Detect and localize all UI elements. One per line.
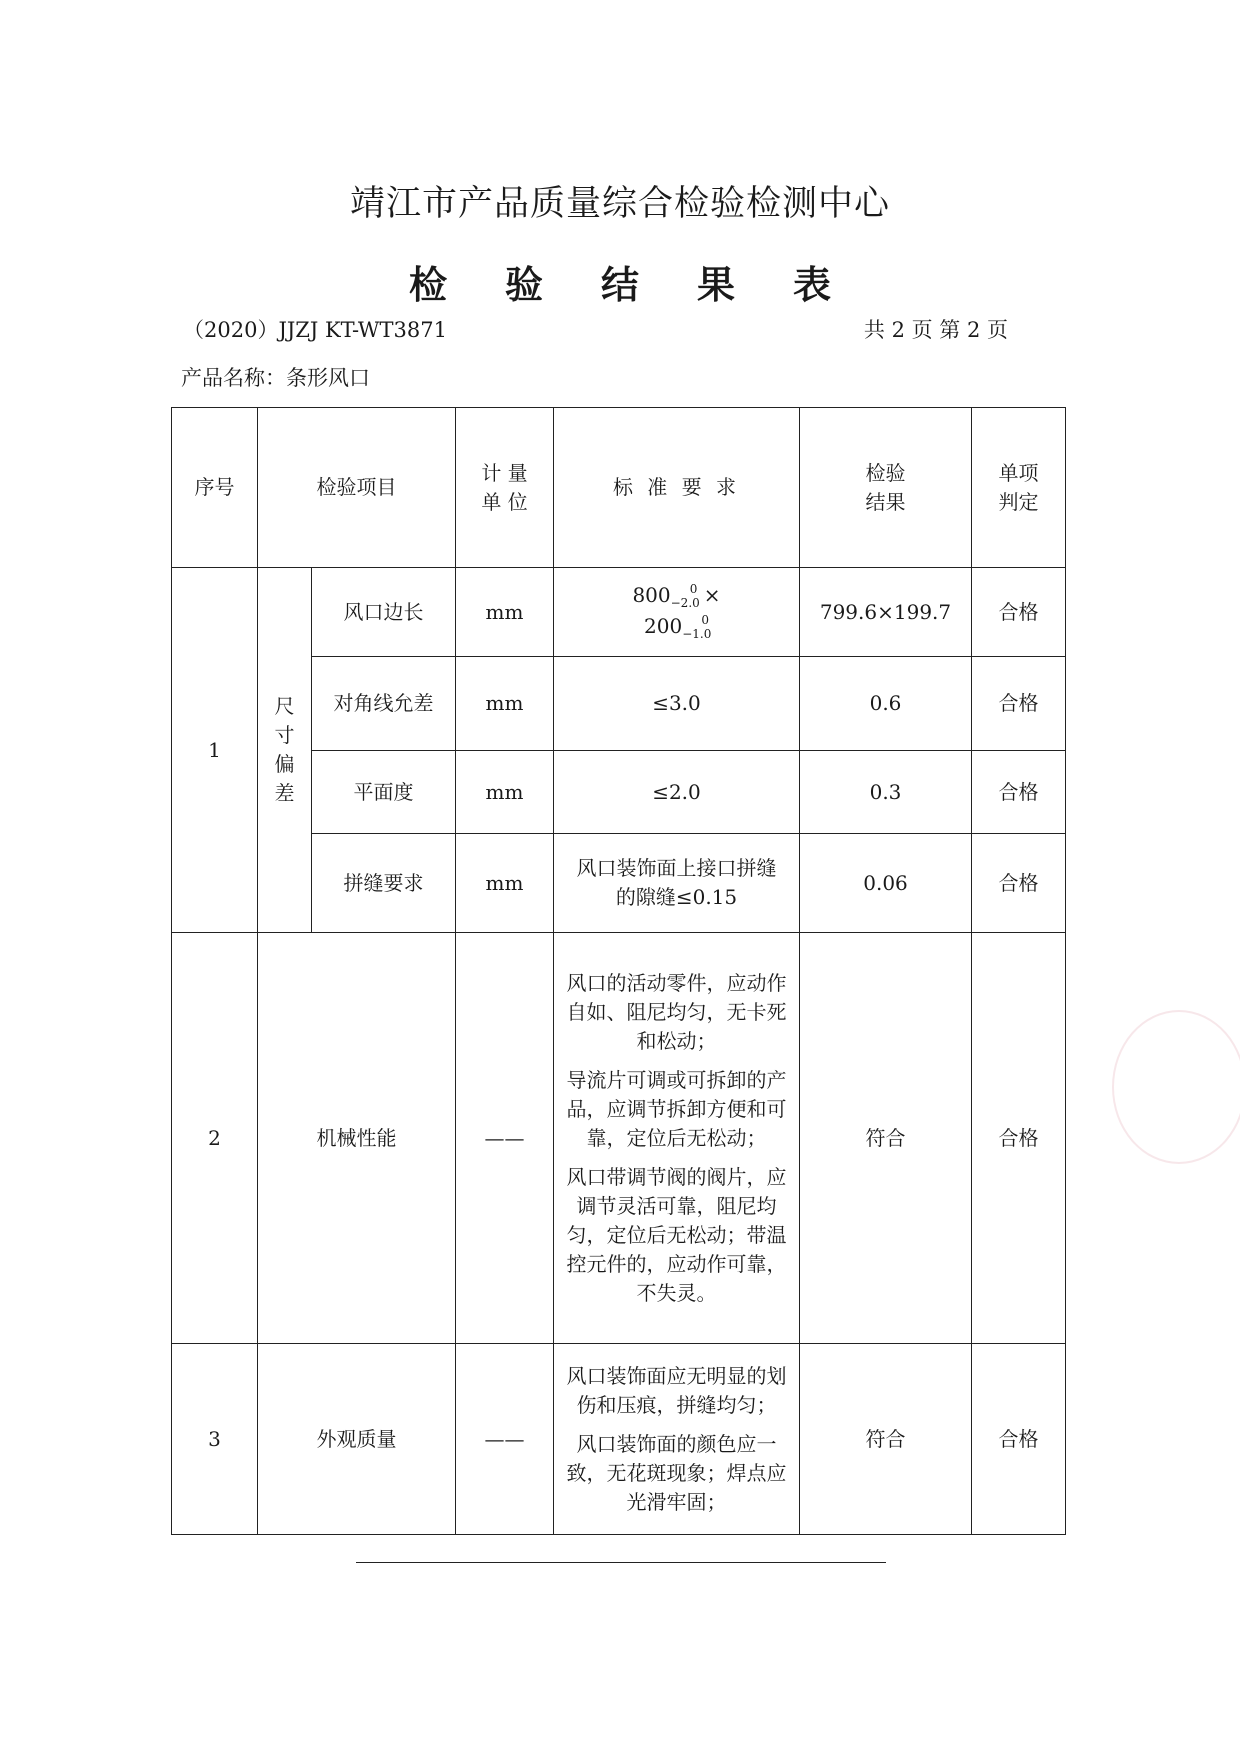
table-row [172, 1344, 1066, 1535]
row3-item: 外观质量 [258, 1344, 456, 1535]
header-unit-line2: 单 位 [481, 489, 528, 514]
row1a-judgement: 合格 [972, 568, 1066, 657]
row1a-unit: mm [456, 568, 554, 657]
row1c-result: 0.3 [800, 751, 972, 834]
row1b-standard: ≤3.0 [554, 657, 800, 751]
dim-b-lower: −1.0 [682, 627, 712, 641]
header-item: 检验项目 [258, 408, 456, 568]
row2-unit: —— [456, 933, 554, 1344]
page-info: 共 2 页 第 2 页 [863, 318, 1008, 342]
row3-standard [554, 1344, 800, 1535]
dim-a-lower: −2.0 [670, 595, 700, 610]
row1d-standard-line1: 风口装饰面上接口拼缝 [576, 856, 777, 880]
table-row [172, 568, 1066, 657]
row1d-standard-line2: 的隙缝≤0.15 [615, 885, 738, 909]
row3-judgement: 合格 [972, 1344, 1066, 1535]
row1-group-char: 偏 [274, 752, 295, 776]
inspection-results-table [171, 407, 1066, 1535]
row3-result: 符合 [800, 1344, 972, 1535]
row1d-unit: mm [456, 834, 554, 933]
header-judgement-line1: 单项 [998, 460, 1039, 485]
standard-paragraph: 风口带调节阀的阀片，应调节灵活可靠，阻尼均匀，定位后无松动；带温控元件的，应动作可靠，不失灵。 [566, 1164, 787, 1305]
row1c-item: 平面度 [312, 751, 456, 834]
organization-title: 靖江市产品质量综合检验检测中心 [349, 184, 890, 224]
product-name: 产品名称：条形风口 [181, 366, 370, 390]
dim-b-upper: 0 [701, 613, 709, 627]
row1c-unit: mm [456, 751, 554, 834]
dim-a-upper: 0 [689, 581, 698, 596]
row1-group [258, 568, 312, 933]
row1b-result: 0.6 [800, 657, 972, 751]
row2-judgement: 合格 [972, 933, 1066, 1344]
header-result-line2: 结果 [865, 489, 906, 514]
header-no: 序号 [172, 408, 258, 568]
row3-no: 3 [172, 1344, 258, 1535]
dim-a: 800 [632, 582, 671, 607]
row1a-result: 799.6×199.7 [800, 568, 972, 657]
row1b-unit: mm [456, 657, 554, 751]
table-row [172, 933, 1066, 1344]
row1d-result: 0.06 [800, 834, 972, 933]
faint-seal-stamp [1112, 1010, 1240, 1164]
table-header-row [172, 408, 1066, 568]
dim-times: × [703, 582, 721, 607]
row1d-item: 拼缝要求 [312, 834, 456, 933]
row1d-standard [554, 834, 800, 933]
row1b-judgement: 合格 [972, 657, 1066, 751]
row1b-item: 对角线允差 [312, 657, 456, 751]
header-judgement [972, 408, 1066, 568]
row3-unit: —— [456, 1344, 554, 1535]
header-result [800, 408, 972, 568]
standard-paragraph: 导流片可调或可拆卸的产品，应调节拆卸方便和可靠，定位后无松动； [566, 1067, 787, 1150]
standard-paragraph: 风口的活动零件，应动作自如、阻尼均匀，无卡死和松动； [566, 970, 787, 1053]
report-number: （2020）JJZJ KT-WT3871 [183, 318, 447, 342]
end-divider [356, 1562, 886, 1563]
row1-group-char: 差 [274, 781, 295, 805]
header-unit [456, 408, 554, 568]
dim-b: 200 [644, 614, 683, 638]
row1d-judgement: 合格 [972, 834, 1066, 933]
row2-no: 2 [172, 933, 258, 1344]
row1-group-char: 尺 [274, 694, 295, 718]
row1a-item: 风口边长 [312, 568, 456, 657]
header-result-line1: 检验 [865, 460, 906, 485]
row1-group-char: 寸 [274, 723, 295, 747]
row2-item: 机械性能 [258, 933, 456, 1344]
row1c-standard: ≤2.0 [554, 751, 800, 834]
row1a-standard [554, 568, 800, 657]
header-unit-line1: 计 量 [481, 460, 528, 485]
row2-result: 符合 [800, 933, 972, 1344]
header-judgement-line2: 判定 [998, 489, 1039, 514]
row1-no: 1 [172, 568, 258, 933]
row1c-judgement: 合格 [972, 751, 1066, 834]
dimension-tolerance [597, 581, 756, 644]
standard-paragraph: 风口装饰面的颜色应一致，无花斑现象；焊点应光滑牢固； [566, 1431, 787, 1514]
document-title: 检验结果表 [408, 262, 889, 307]
header-standard: 标 准 要 求 [554, 408, 800, 568]
standard-paragraph: 风口装饰面应无明显的划伤和压痕，拼缝均匀； [566, 1363, 787, 1417]
row2-standard [554, 933, 800, 1344]
